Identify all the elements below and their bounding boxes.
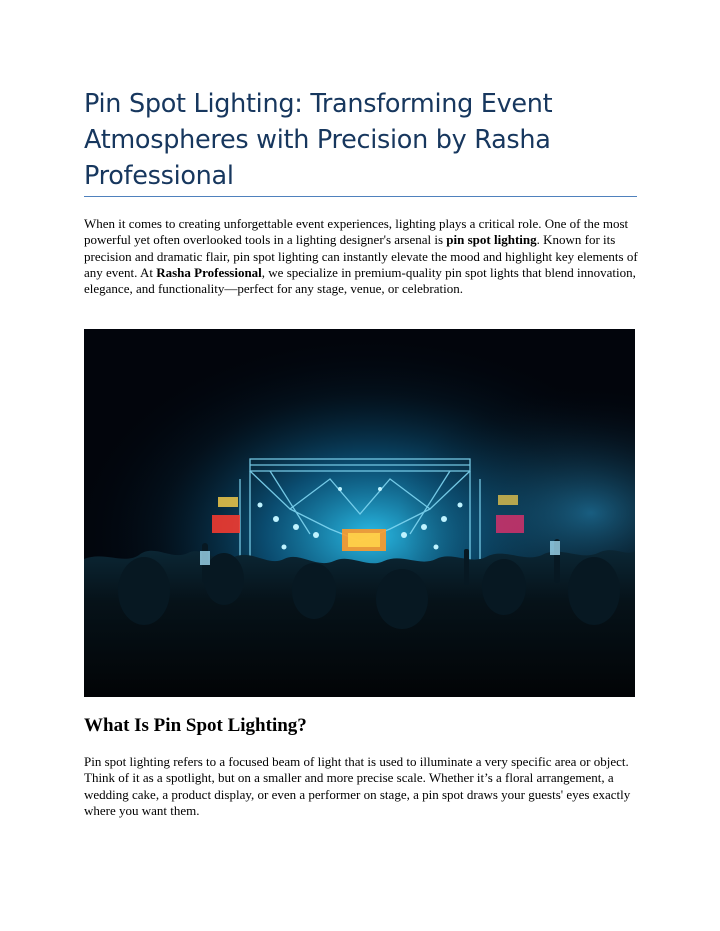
- section-paragraph: Pin spot lighting refers to a focused beam of light that is used to illuminate a very specific area or object. Think of it as a spotlight, but on a smaller and more precise scale. Whether it’s a floral arrangement, a wedding cake, a product display, or even a performer on stage, a pin spot draws your guests' eyes exactly where you want them.: [84, 754, 631, 818]
- section-heading: What Is Pin Spot Lighting?: [84, 715, 307, 736]
- intro-bold-pin-spot: pin spot lighting: [446, 232, 537, 248]
- page-title: Pin Spot Lighting: Transforming Event Atmospheres with Precision by Rasha Professional: [84, 89, 553, 191]
- concert-stage-photo: [84, 329, 635, 697]
- crowd-silhouette: [84, 550, 635, 697]
- concert-stage-illustration: [84, 329, 635, 697]
- intro-paragraph: [84, 216, 640, 297]
- intro-text-1: When it comes to creating unforgettable event experiences, lighting plays a critical role. One of the most powerful yet often overlooked tools in a lighting designer's arsenal is: [84, 216, 629, 248]
- title-underline: [84, 196, 637, 197]
- intro-bold-rasha: Rasha Professional: [156, 264, 262, 280]
- intro-text-3: , we specialize in premium-quality pin spot lights that blend innovation, elegance, and functionality—perfect for any stage, venue, or celebration.: [84, 264, 636, 297]
- intro-text-2: . Known for its precision and dramatic flair, pin spot lighting can instantly elevate the mood and highlight key elements of any event. At: [84, 232, 638, 280]
